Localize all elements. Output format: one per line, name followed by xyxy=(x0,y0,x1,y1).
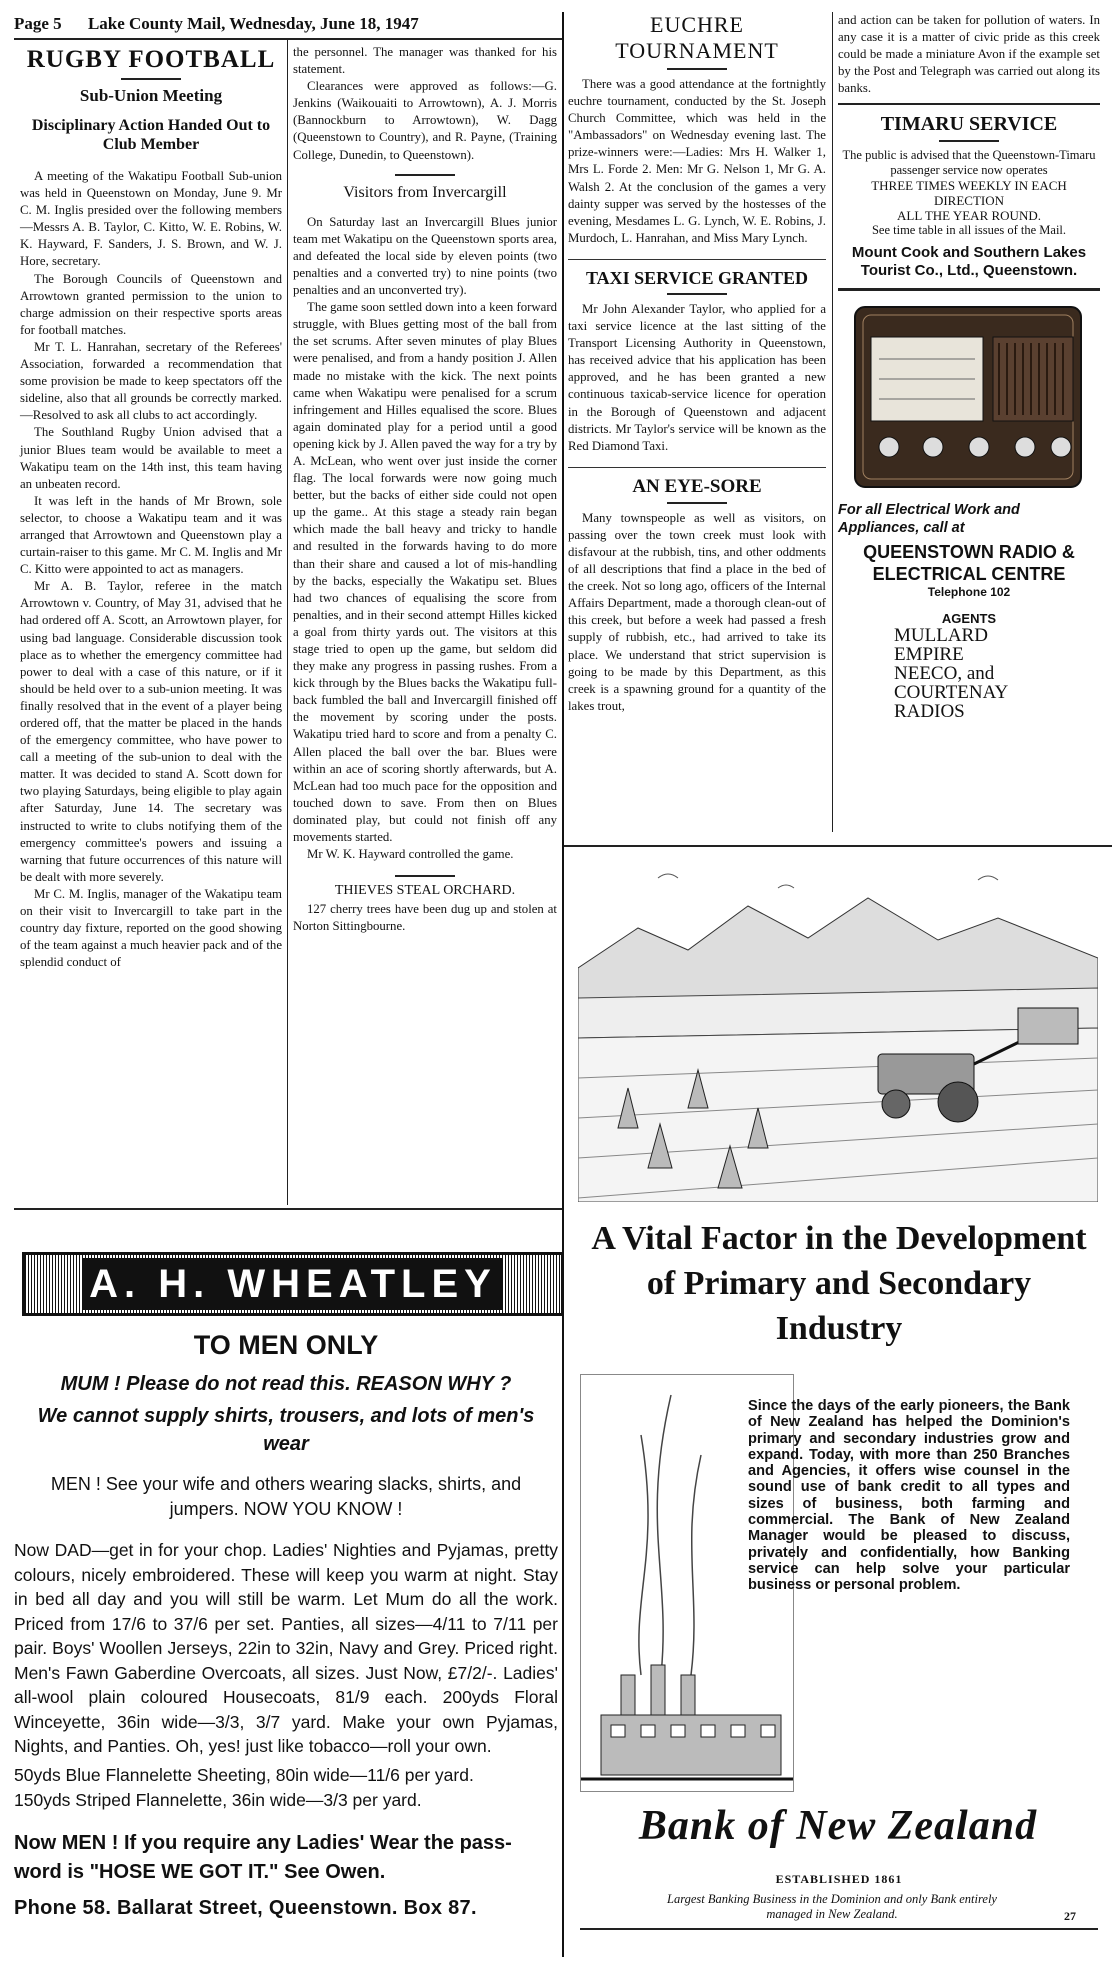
rugby-article xyxy=(20,44,282,971)
agent-item: NEECO, and xyxy=(894,663,995,685)
column-4 xyxy=(838,12,1100,721)
visitors-para-2: The game soon settled down into a keen forward struggle, with Blues getting most of the ball from the set scrums. After seven minutes of play Blues were penalised, and from a handy position J. Allen made no mistake with the kick. The next points came when Wakatipu were penalised for a scrum infringement and Hilles equalised the score. Blues again dominated play for a period until a good opening kick by J. Allen paved the way for a try by A. McLean, who went over just inside the corner flag. The local forwards were now going much better, but the backs of either side could not open up the game.. At this stage a steady rain began which made the ball heavy and tricky to handle and resulted in the forwards having to do more than their share and caused a lot of mis-handling by the backs, especially the Wakatipu set. Blues had two chances of equalising the score from penalties, and in their second attempt Hilles kicked a goal from thirty yards out. The visitors at this stage tried to open up the game, but seldom did they make any progress in passing rushes. From a kick through by the Blues backs the Wakatipu full-back fumbled the ball and Invercargill finished off the movement by scoring under the posts. Wakatipu tried hard to score and from a penalty C. Allen placed the ball over the bar. Blues were within an ace of scoring shortly afterwards, but A. McLean had too much pace for the opposition and touched down to save. From then on Blues dominated play, but could not finish off any movements started. xyxy=(293,300,557,845)
wheatley-sheeting: 50yds Blue Flannelette Sheeting, 80in wide—11/6 per yard. xyxy=(14,1764,474,1785)
timaru-headline: TIMARU SERVICE xyxy=(880,113,1058,136)
rugby-para-2: The Borough Councils of Queenstown and Arrowtown granted permission to the union to charge admission on their respective sports areas for football matches. xyxy=(20,271,282,337)
rugby-subhead-2: Disciplinary Action Handed Out to Club Member xyxy=(31,117,271,153)
wheatley-line-4: Now MEN ! If you require any Ladies' Wear the pass-word is "HOSE WE GOT IT." See Owen. xyxy=(14,1831,512,1883)
bank-ad xyxy=(572,1212,1106,1958)
wheatley-ad xyxy=(14,1214,558,1959)
column-3 xyxy=(568,12,826,715)
col2-lead-1: the personnel. The manager was thanked for his statement. xyxy=(293,45,557,77)
wheatley-banner-text: A. H. WHEATLEY xyxy=(83,1258,503,1310)
thieves-headline: THIEVES STEAL ORCHARD. xyxy=(334,883,516,899)
bank-code: 27 xyxy=(1064,1909,1076,1923)
rugby-para-6: Mr A. B. Taylor, referee in the match Arrowtown v. Country, of May 31, advised that he had ordered off A. Scott, an Arrowtown player, for using bad language. Considerable discussion took place as to whether the emergency committee had power to deal with a case of this nature, or if it should be held over to a sub-union meeting. It was finally resolved that in the event of a player being ordered off, that the matter be placed in the hands of the emergency committee, who have power to call a meeting of the sub-union to deal with the matter. It was decided to stand A. Scott down for two playing Saturdays, being eligible to play again after Saturday, June 14. The secretary was instructed to write to clubs notifying them of the emergency committee's powers and issuing a warning that future occurrences of this nature will be dealt with more severely. xyxy=(20,579,282,884)
rugby-para-3: Mr T. L. Hanrahan, secretary of the Referees' Association, forwarded a recommendation that some provision be made to keep spectators off the sideline, also that all grounds be correctly marked.—Resolved to ask all clubs to act accordingly. xyxy=(20,339,282,423)
visitors-para-3: Mr W. K. Hayward controlled the game. xyxy=(307,847,514,862)
wheatley-banner xyxy=(22,1252,564,1316)
eyesore-headline: AN EYE-SORE xyxy=(632,475,762,497)
rugby-subhead-1: Sub-Union Meeting xyxy=(79,86,223,105)
wheatley-title: TO MEN ONLY xyxy=(193,1330,379,1360)
wheatley-body: Now DAD—get in for your chop. Ladies' Nighties and Pyjamas, pretty colours, nicely embroidered. These will keep you warm at night. Stay in bed all day and you will still be warm. Let Mum do all the work. Priced from 17/6 to 37/6 per set. Panties, all sizes—4/11 to 7/11 per pair. Boys' Woollen Jerseys, 22in to 32in, Navy and Grey. Priced right. Men's Fawn Gaberdine Overcoats, all sizes. Just Now, £7/2/-. Ladies' all-wool plain coloured Housecoats, 81/9 each. 200yds Floral Winceyette, 36in wide—3/3, 3/7 yard. Make your own Pyjamas, Nights, and Panties. Oh, yes! just like tobacco—roll your own. xyxy=(14,1540,558,1756)
radio-phone: Telephone 102 xyxy=(927,585,1011,600)
euchre-text: There was a good attendance at the fortnightly euchre tournament, conducted by the St. Joseph Church Committee, which was held in the "Ambassadors" on Wednesday evening last. The prize-winners were:—Ladies: Mrs H. Walker 1, Mrs L. Forde 2. Men: Mr G. Nelson 1, Mr G. A. Walsh 2. At the conclusion of the games a very dainty supper was served by the hostesses of the evening, Mesdames L. G. Lynch, W. E. Robins, J. Murdoch, L. Hanrahan, and Miss Mary Lynch. xyxy=(568,77,826,245)
visitors-subhead: Visitors from Invercargill xyxy=(343,183,507,201)
wheatley-line-2: We cannot supply shirts, trousers, and lots of men's wear xyxy=(37,1405,535,1455)
agent-item: MULLARD xyxy=(894,625,988,647)
rugby-headline: RUGBY FOOTBALL xyxy=(26,46,276,73)
rugby-para-1: A meeting of the Wakatipu Football Sub-union was held in Queenstown on Monday, June 9. Mr C. M. Inglis presided over the following members—Messrs A. B. Taylor, C. Kitto, W. E. Robins, W. K. Hayward, F. Sanders, J. S. Brown, and W. J. Hore, secretary. xyxy=(20,169,282,269)
bank-headline: A Vital Factor in the Development of Primary and Secondary Industry xyxy=(591,1220,1087,1347)
taxi-headline: TAXI SERVICE GRANTED xyxy=(585,267,809,288)
eyesore-continued: and action can be taken for pollution of waters. In any case it is a matter of civic pride as this creek could be made a miniature Avon if the example set by the Post and Telegraph was carried out along its banks. xyxy=(838,13,1100,96)
visitors-para-1: On Saturday last an Invercargill Blues junior team met Wakatipu on the Queenstown sports area, and defeated the local side by eleven points (two penalties and a converted try) to nine points (two penalties and an unconverted try). xyxy=(293,214,557,298)
agent-item: COURTENAY xyxy=(894,682,1009,704)
rugby-para-7: Mr C. M. Inglis, manager of the Wakatipu team on their visit to Invercargill to take part in the country day fixture, reported on the good showing of the team against a much heavier pack and of the splendid conduct of xyxy=(20,886,282,970)
eyesore-text: Many townspeople as well as visitors, on passing over the town creek must look with disfavour at the rubbish, tins, and other oddments of all descriptions that find a place in the bed of the creek. Not so long ago, officers of the Internal Affairs Department, made a thorough clean-out of this creek, but before a week had passed a fresh supply of rubbish, etc., had arrived to take its place. We understand that strict supervision is going to be made by this Department, as this creek is a spawning ground for a quantity of the lakes trout, xyxy=(568,510,826,713)
thieves-text: 127 cherry trees have been dug up and stolen at Norton Sittingbourne. xyxy=(293,902,557,934)
bank-body: Since the days of the early pioneers, the Bank of New Zealand has helped the Dominion's primary and secondary industries grow and expand. Today, with more than 250 Branches and Agencies, it offers wise counsel in the sound use of bank credit to all types and sizes of business, both farming and commercial. The Bank of New Zealand Manager would be pleased to discuss, privately and confidentially, how Banking service can help solve your particular business or personal problem. xyxy=(748,1398,1070,1594)
rugby-continued xyxy=(293,44,557,935)
timaru-line-1: The public is advised that the Queenstown-Timaru passenger service now operates xyxy=(842,148,1096,178)
radio-tagline: For all Electrical Work and Appliances, call at xyxy=(838,502,1020,537)
radio-shop-name: QUEENSTOWN RADIO & ELECTRICAL CENTRE xyxy=(863,542,1075,585)
rugby-para-4: The Southland Rugby Union advised that a junior Blues team would be available to meet a Wakatipu team on the 14th inst, this team having an unbeaten record. xyxy=(20,425,282,491)
bank-logo: Bank of New Zealand xyxy=(638,1803,1038,1849)
timaru-line-2: THREE TIMES WEEKLY IN EACH DIRECTION xyxy=(871,178,1067,209)
timaru-line-3: ALL THE YEAR ROUND. xyxy=(897,208,1041,224)
taxi-text: Mr John Alexander Taylor, who applied for a taxi service licence at the last sitting of the Transport Licensing Authority in Queenstown, has received advice that his application has been approved, and he has been granted a new continuous taxicab-service licence for operation in the Borough of Queenstown and adjacent districts. Mr Taylor's service will be known as the Red Diamond Taxi. xyxy=(568,301,826,453)
masthead xyxy=(14,14,558,36)
wheatley-flannelette: 150yds Striped Flannelette, 36in wide—3/3 per yard. xyxy=(14,1789,422,1810)
bank-established: ESTABLISHED 1861 xyxy=(775,1872,903,1886)
euchre-headline: EUCHRE TOURNAMENT xyxy=(615,12,779,63)
page-number: Page 5 xyxy=(14,14,62,33)
paper-dateline: Lake County Mail, Wednesday, June 18, 1947 xyxy=(87,14,419,33)
radio-agents-list xyxy=(894,626,1100,721)
timaru-company: Mount Cook and Southern Lakes Tourist Co., Ltd., Queenstown. xyxy=(851,244,1087,280)
agent-item: RADIOS xyxy=(894,701,965,723)
rugby-para-5: It was left in the hands of Mr Brown, sole selector, to choose a Wakatipu team and it was arranged that Arrowtown and Queenstown play a curtain-raiser to this game. Mr C. M. Inglis and Mr C. Kitto were appointed to act as managers. xyxy=(20,493,282,577)
timaru-line-4: See time table in all issues of the Mail. xyxy=(871,223,1067,238)
farm-illustration xyxy=(578,858,1098,1202)
col2-lead-2: Clearances were approved as follows:—G. Jenkins (Waikouaiti to Arrowtown), A. J. Morris (Bannockburn to Arrowtown), W. Dagg (Queenstown to Country), and R. Payne, (Training College, Dunedin, to Queenstown). xyxy=(293,79,557,162)
bank-tagline: Largest Banking Business in the Dominion and only Bank entirely managed in New Zealand. xyxy=(667,1892,997,1921)
wheatley-line-1: MUM ! Please do not read this. REASON WHY ? xyxy=(60,1373,512,1395)
radio-agents-head: AGENTS xyxy=(941,611,997,627)
wheatley-line-3: MEN ! See your wife and others wearing slacks, shirts, and jumpers. NOW YOU KNOW ! xyxy=(50,1474,522,1519)
wheatley-footer: Phone 58. Ballarat Street, Queenstown. Box 87. xyxy=(14,1896,477,1919)
radio-illustration xyxy=(849,299,1089,495)
agent-item: EMPIRE xyxy=(894,644,964,666)
